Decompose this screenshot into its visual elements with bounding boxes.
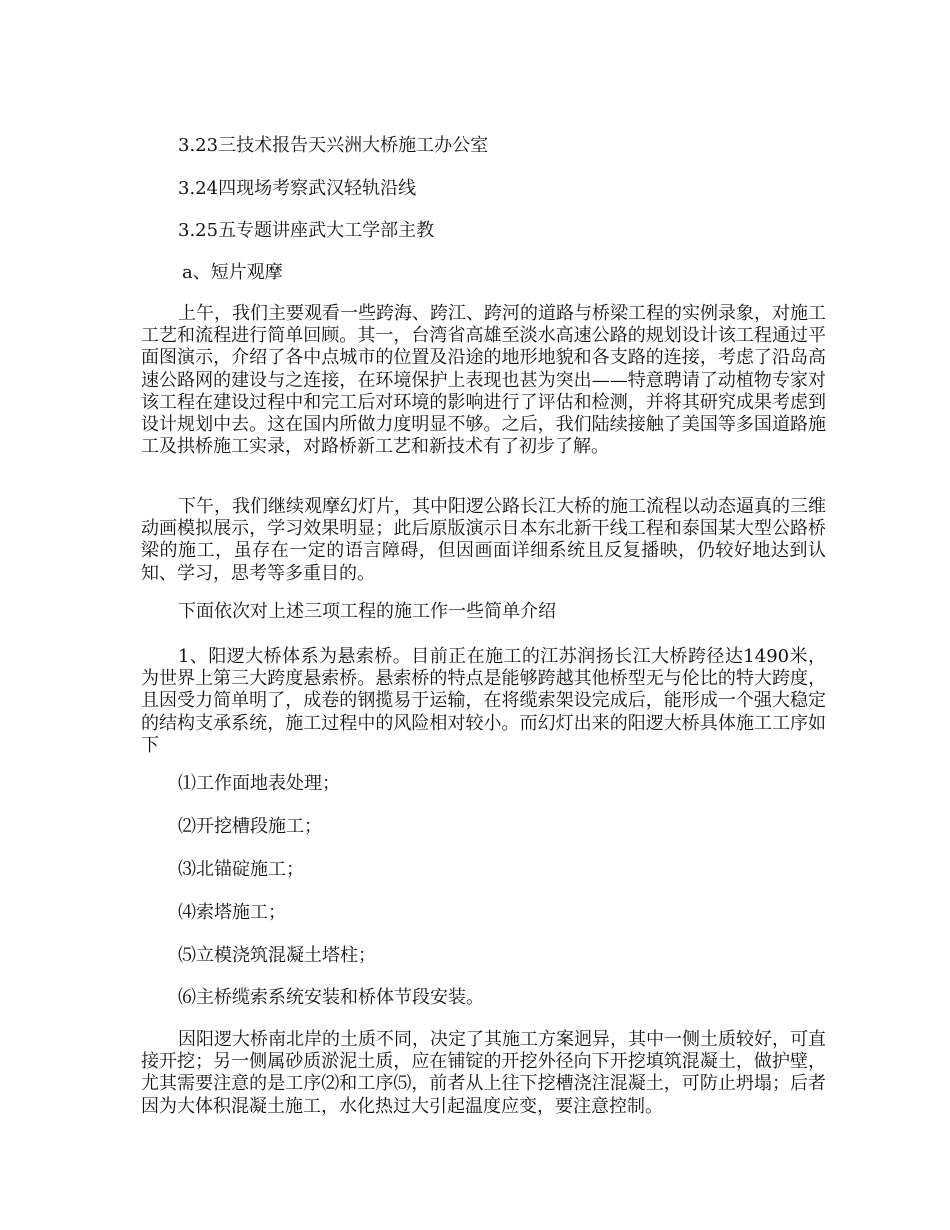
step-item: ⑸立模浇筑混凝土塔柱； <box>178 945 376 966</box>
paragraph-bridge: 1、阳逻大桥体系为悬索桥。目前正在施工的江苏润扬长江大桥跨径达1490米，为世界上第三大跨度悬索桥。悬索桥的特点是能够跨越其他桥型无与伦比的特大跨度，且因受力简单明了，成卷的钢揽易于运输，在将缆索架设完成后，能形成一个强大稳定的结构支承系统，施工过程中的风险相对较小。而幻灯出来的阳逻大桥具体施工工序如下 <box>141 646 826 756</box>
step-item: ⑷索塔施工； <box>178 902 286 923</box>
step-item: ⑴工作面地表处理； <box>178 773 340 794</box>
paragraph-intro: 下面依次对上述三项工程的施工作一些简单介绍 <box>178 601 556 622</box>
step-item: ⑹主桥缆索系统安装和桥体节段安装。 <box>178 987 484 1008</box>
section-heading: a、短片观摩 <box>182 262 283 283</box>
agenda-line-2: 3.24四现场考察武汉轻轨沿线 <box>178 178 417 199</box>
agenda-line-3: 3.25五专题讲座武大工学部主教 <box>178 220 435 241</box>
step-item: ⑵开挖槽段施工； <box>178 816 322 837</box>
paragraph-afternoon: 下午，我们继续观摩幻灯片，其中阳逻公路长江大桥的施工流程以动态逼真的三维动画模拟展示，学习效果明显；此后原版演示日本东北新干线工程和泰国某大型公路桥梁的施工，虽存在一定的语言障碍，但因画面详细系统且反复播映，仍较好地达到认知、学习，思考等多重目的。 <box>141 496 826 584</box>
paragraph-construction-notes: 因阳逻大桥南北岸的土质不同，决定了其施工方案迥异，其中一侧土质较好，可直接开挖；另一侧属砂质淤泥土质，应在铺锭的开挖外径向下开挖填筑混凝土，做护壁，尤其需要注意的是工序⑵和工序⑸，前者从上往下挖槽浇注混凝土，可防止坍塌；后者因为大体积混凝土施工，水化热过大引起温度应变，要注意控制。 <box>141 1029 826 1117</box>
agenda-line-1: 3.23三技术报告天兴洲大桥施工办公室 <box>178 135 489 156</box>
step-item: ⑶北锚碇施工； <box>178 859 304 880</box>
paragraph-morning: 上午，我们主要观看一些跨海、跨江、跨河的道路与桥梁工程的实例录象，对施工工艺和流程进行简单回顾。其一，台湾省高雄至淡水高速公路的规划设计该工程通过平面图演示，介绍了各中点城市的位置及沿途的地形地貌和各支路的连接，考虑了沿岛高速公路网的建设与之连接，在环境保护上表现也甚为突出——特意聘请了动植物专家对该工程在建设过程中和完工后对环境的影响进行了评估和检测，并将其研究成果考虑到设计规划中去。这在国内所做力度明显不够。之后，我们陆续接触了美国等多国道路施工及拱桥施工实录，对路桥新工艺和新技术有了初步了解。 <box>141 303 826 458</box>
